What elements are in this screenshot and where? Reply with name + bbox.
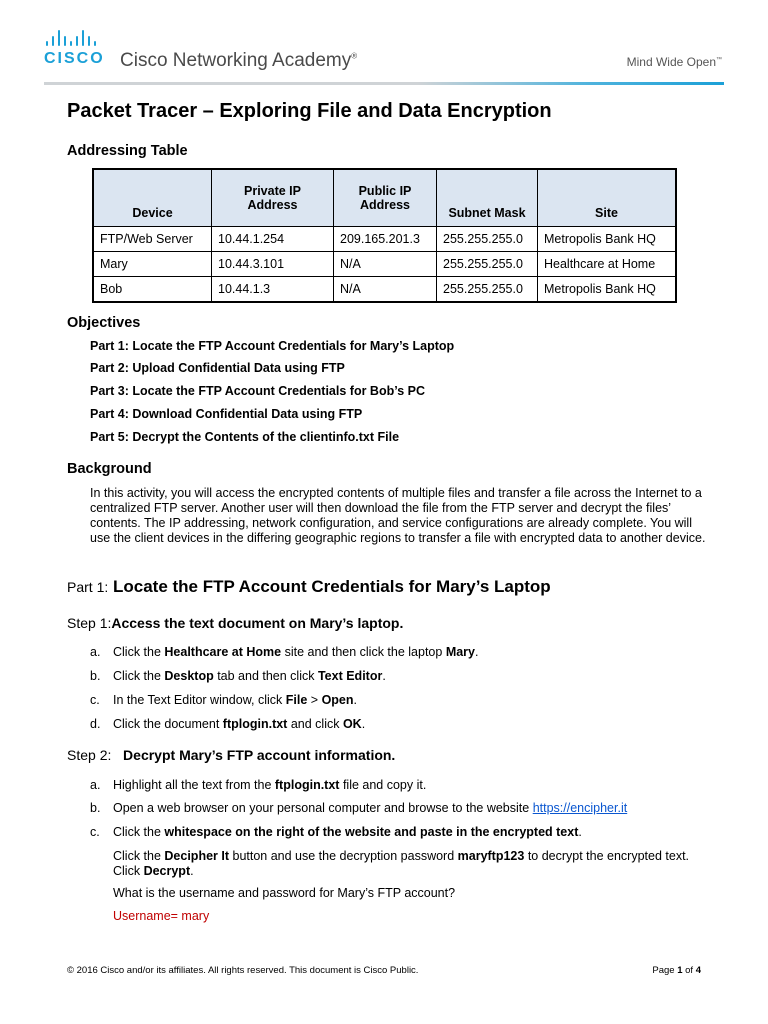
cisco-bridge-icon bbox=[46, 30, 105, 46]
table-cell: 209.165.201.3 bbox=[334, 227, 437, 252]
cisco-logo bbox=[44, 30, 105, 68]
background-paragraph: In this activity, you will access the encrypted contents of multiple files and transfer a file across the Internet to a centralized FTP server. Another user will then download the file from the FTP server and decrypt the files’ contents. The IP addressing, network configuration, and service configurations are already complete. You will use the client devices in the differing geographic regions to transfer a file with encrypted data to another device. bbox=[90, 486, 706, 545]
table-cell: 255.255.255.0 bbox=[437, 252, 538, 277]
background-heading: Background bbox=[67, 461, 152, 477]
table-cell: Mary bbox=[93, 252, 212, 277]
table-cell: Healthcare at Home bbox=[538, 252, 677, 277]
list-item: d. Click the document ftplogin.txt and click OK. bbox=[90, 717, 366, 731]
objective-item: Part 4: Download Confidential Data using FTP bbox=[90, 407, 363, 421]
header-divider bbox=[44, 82, 724, 85]
table-cell: Metropolis Bank HQ bbox=[538, 277, 677, 303]
table-cell: 255.255.255.0 bbox=[437, 277, 538, 303]
table-row bbox=[93, 227, 676, 252]
addressing-table bbox=[92, 168, 677, 303]
tagline: Mind Wide Open™ bbox=[626, 55, 722, 69]
objective-item: Part 1: Locate the FTP Account Credentials for Mary’s Laptop bbox=[90, 339, 455, 353]
page-number: Page 1 of 4 bbox=[652, 965, 701, 976]
table-row bbox=[93, 277, 676, 303]
list-item: b. Open a web browser on your personal computer and browse to the website https://encipher.it bbox=[90, 801, 628, 815]
table-cell: 10.44.1.254 bbox=[212, 227, 334, 252]
table-cell: N/A bbox=[334, 252, 437, 277]
logo-wordmark: CISCO bbox=[44, 50, 105, 67]
column-header: Device bbox=[93, 169, 212, 227]
table-cell: 10.44.3.101 bbox=[212, 252, 334, 277]
objective-item: Part 3: Locate the FTP Account Credentials for Bob’s PC bbox=[90, 384, 426, 398]
part1-heading: Part 1: Locate the FTP Account Credentials for Mary’s Laptop bbox=[67, 577, 551, 596]
objectives-heading: Objectives bbox=[67, 315, 141, 331]
column-header: Site bbox=[538, 169, 677, 227]
table-cell: 10.44.1.3 bbox=[212, 277, 334, 303]
answer-text: Username= mary bbox=[113, 909, 210, 923]
instruction-paragraph: Click the Decipher It button and use the decryption password maryftp123 to decrypt the encrypted text. Click Decrypt. bbox=[113, 849, 690, 878]
table-cell: N/A bbox=[334, 277, 437, 303]
addressing-table-heading: Addressing Table bbox=[67, 143, 188, 159]
footer-copyright: © 2016 Cisco and/or its affiliates. All rights reserved. This document is Cisco Public. bbox=[67, 965, 419, 976]
table-cell: Bob bbox=[93, 277, 212, 303]
table-cell: FTP/Web Server bbox=[93, 227, 212, 252]
list-item: c. In the Text Editor window, click File > Open. bbox=[90, 693, 358, 707]
table-row bbox=[93, 252, 676, 277]
step2-heading: Step 2: Decrypt Mary’s FTP account information. bbox=[67, 747, 396, 763]
academy-name: Cisco Networking Academy® bbox=[120, 50, 358, 71]
table-cell: 255.255.255.0 bbox=[437, 227, 538, 252]
document-title: Packet Tracer – Exploring File and Data Encryption bbox=[67, 100, 552, 122]
table-header-row bbox=[93, 169, 676, 227]
table-cell: Metropolis Bank HQ bbox=[538, 227, 677, 252]
list-item: a. Click the Healthcare at Home site and then click the laptop Mary. bbox=[90, 645, 479, 659]
question-text: What is the username and password for Mary’s FTP account? bbox=[113, 886, 456, 900]
objective-item: Part 2: Upload Confidential Data using FTP bbox=[90, 361, 345, 375]
encipher-link[interactable]: https://encipher.it bbox=[532, 801, 628, 815]
column-header: Public IP Address bbox=[334, 169, 437, 227]
objective-item: Part 5: Decrypt the Contents of the clientinfo.txt File bbox=[90, 430, 400, 444]
column-header: Subnet Mask bbox=[437, 169, 538, 227]
column-header: Private IP Address bbox=[212, 169, 334, 227]
step1-heading: Step 1:Access the text document on Mary’s laptop. bbox=[67, 615, 404, 631]
list-item: b. Click the Desktop tab and then click Text Editor. bbox=[90, 669, 386, 683]
list-item: a. Highlight all the text from the ftplogin.txt file and copy it. bbox=[90, 778, 427, 792]
list-item: c. Click the whitespace on the right of the website and paste in the encrypted text. bbox=[90, 825, 582, 839]
